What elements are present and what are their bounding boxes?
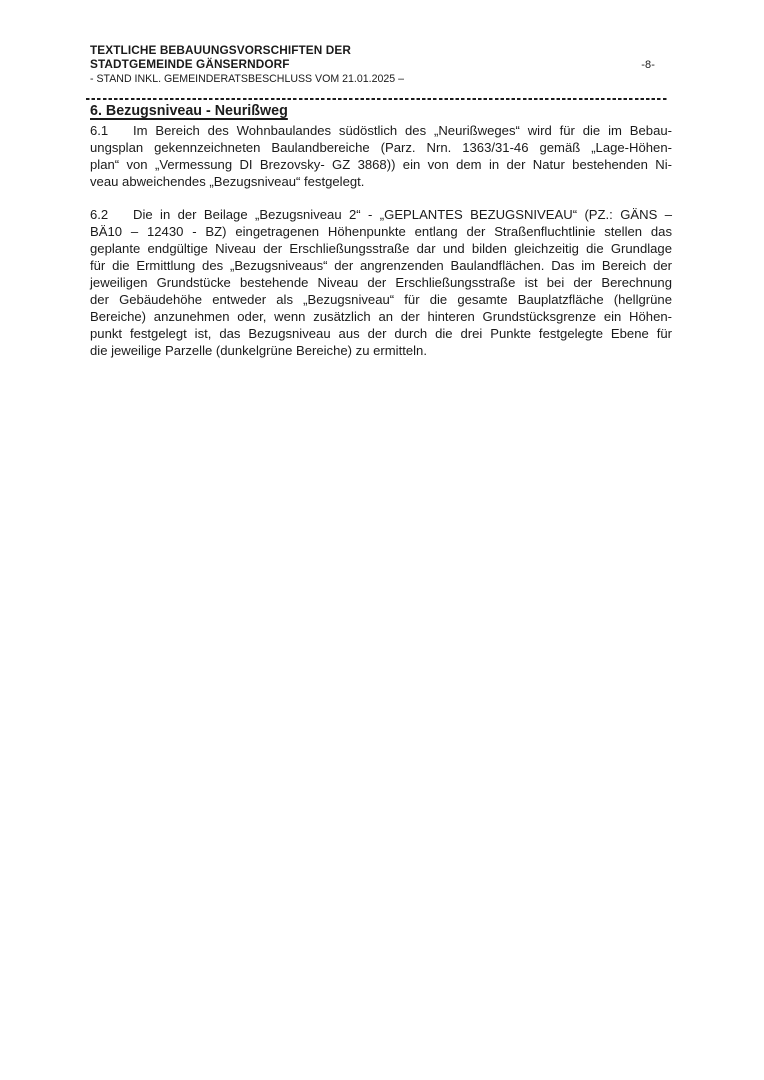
text-line: 6.2 Die in der Beilage „Bezugsniveau 2“ - „GEPLANTES BEZUGSNIVEAU“ (PZ.: GÄNS – [90,207,672,222]
paragraph-number: 6.2 [90,207,109,222]
paragraph-number: 6.1 [90,123,109,138]
text-line: die jeweilige Parzelle (dunkelgrüne Bereiche) zu ermitteln. [90,343,427,358]
header-title-line2: STADTGEMEINDE GÄNSERNDORF [90,57,290,71]
dashed-divider-rule [86,98,667,100]
text-line: jeweiligen Grundstücke bestehende Niveau der Erschließungsstraße ist bei der Berechnung [90,275,672,290]
text-line: geplante endgültige Niveau der Erschließungsstraße dar und bilden gleichzeitig die Grundlage [90,241,672,256]
text-line: ungsplan gekennzeichneten Baulandbereiche (Parz. Nrn. 1363/31-46 gemäß „Lage-Höhen- [90,140,672,155]
text-line: punkt festgelegt ist, das Bezugsniveau aus der durch die drei Punkte festgelegte Ebene für [90,326,672,341]
document-header [90,43,672,86]
section-heading: 6. Bezugsniveau - Neurißweg [90,103,288,119]
page-number: -8- [641,59,655,71]
text-line: für die Ermittlung des „Bezugsniveaus“ der angrenzenden Baulandflächen. Das im Bereich der [90,258,672,273]
text-line: der Gebäudehöhe entweder als „Bezugsniveau“ für die gesamte Bauplatzfläche (hellgrüne [90,292,672,307]
header-title-line1: TEXTLICHE BEBAUUNGSVORSCHIFTEN DER [90,43,351,57]
paragraph-6-2 [90,206,672,359]
text-line: BÄ10 – 12430 - BZ) eingetragenen Höhenpunkte entlang der Straßenfluchtlinie stellen das [90,224,672,239]
text-line: veau abweichendes „Bezugsniveau“ festgelegt. [90,174,365,189]
header-title-row [90,57,672,72]
text-line: Bereiche) anzunehmen oder, wenn zusätzlich an der hinteren Grundstücksgrenze ein Höhen- [90,309,672,324]
text-line: 6.1 Im Bereich des Wohnbaulandes südöstlich des „Neurißweges“ wird für die im Bebau- [90,123,672,138]
text-line: plan“ von „Vermessung DI Brezovsky- GZ 3868)) ein von dem in der Natur bestehenden Ni- [90,157,672,172]
header-status-line: - STAND INKL. GEMEINDERATSBESCHLUSS VOM 21.01.2025 – [90,73,404,85]
paragraph-6-1 [90,122,672,190]
